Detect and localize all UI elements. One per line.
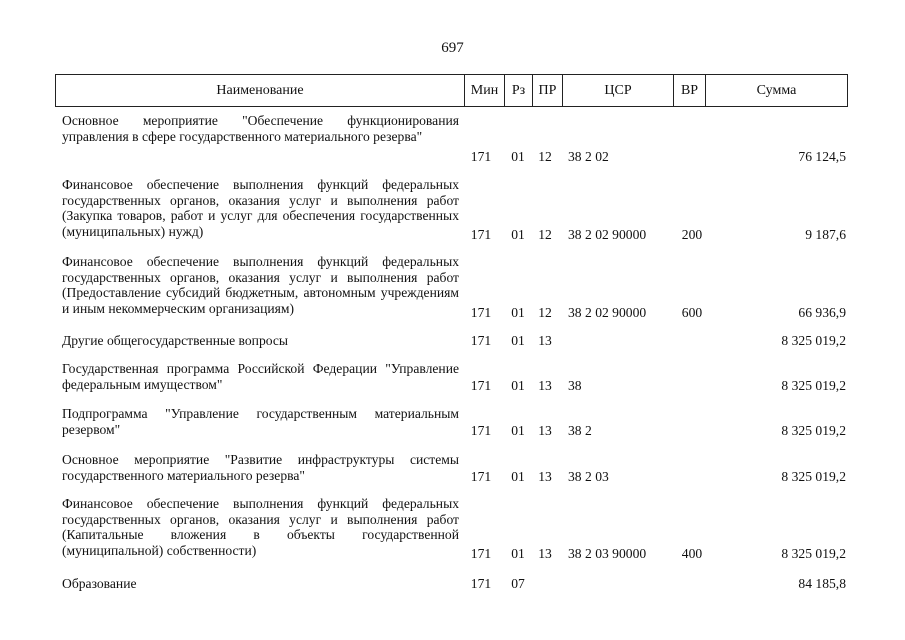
- table-header: [55, 74, 848, 107]
- row-vr: 200: [681, 227, 703, 242]
- row-name: Основное мероприятие "Развитие инфраструктуры системы государственного материального резерва": [62, 452, 459, 483]
- header-rz: Рз: [504, 75, 532, 106]
- row-csr: 38 2 03 90000: [568, 546, 647, 561]
- row-min: 171: [470, 423, 492, 438]
- row-name: Финансовое обеспечение выполнения функций федеральных государственных органов, оказания услуг и выполнения работ (Капитальные вложения в объекты государственной (муниципальной) собственности): [62, 496, 459, 558]
- row-rz: 01: [511, 227, 525, 242]
- row-csr: 38 2 03: [568, 469, 609, 484]
- row-name: Образование: [62, 576, 137, 591]
- row-min: 171: [470, 305, 492, 320]
- row-min: 171: [470, 576, 492, 591]
- row-pr: 13: [538, 546, 552, 561]
- row-sum: 8 325 019,2: [781, 546, 846, 561]
- row-csr: 38 2: [568, 423, 592, 438]
- row-sum: 8 325 019,2: [781, 423, 846, 438]
- row-vr: 600: [681, 305, 703, 320]
- row-pr: 13: [538, 423, 552, 438]
- row-rz: 01: [511, 305, 525, 320]
- row-pr: 12: [538, 149, 552, 164]
- row-rz: 07: [511, 576, 525, 591]
- row-sum: 8 325 019,2: [781, 469, 846, 484]
- row-rz: 01: [511, 378, 525, 393]
- row-name: Финансовое обеспечение выполнения функций федеральных государственных органов, оказания услуг и выполнения работ (Закупка товаров, работ и услуг для обеспечения государственных (муниципальных) нужд): [62, 177, 459, 239]
- row-min: 171: [470, 227, 492, 242]
- row-min: 171: [470, 333, 492, 348]
- header-sum: Сумма: [705, 75, 847, 106]
- header-csr: ЦСР: [562, 75, 673, 106]
- row-sum: 9 187,6: [805, 227, 846, 242]
- row-name: Финансовое обеспечение выполнения функций федеральных государственных органов, оказания услуг и выполнения работ (Предоставление субсидий бюджетным, автономным учреждениям и иным некоммерческим организациям): [62, 254, 459, 316]
- row-min: 171: [470, 546, 492, 561]
- row-csr: 38: [568, 378, 582, 393]
- row-csr: 38 2 02: [568, 149, 609, 164]
- header-vr: ВР: [673, 75, 705, 106]
- row-sum: 84 185,8: [798, 576, 846, 591]
- row-pr: 12: [538, 305, 552, 320]
- header-min: Мин: [464, 75, 504, 106]
- row-min: 171: [470, 469, 492, 484]
- row-pr: 13: [538, 333, 552, 348]
- row-rz: 01: [511, 149, 525, 164]
- row-csr: 38 2 02 90000: [568, 227, 647, 242]
- row-name: Основное мероприятие "Обеспечение функционирования управления в сфере государственного материального резерва": [62, 113, 459, 144]
- page-number: 697: [441, 40, 464, 56]
- row-name: Государственная программа Российской Федерации "Управление федеральным имуществом": [62, 361, 459, 392]
- row-name: Другие общегосударственные вопросы: [62, 333, 289, 348]
- row-pr: 13: [538, 469, 552, 484]
- row-min: 171: [470, 149, 492, 164]
- row-rz: 01: [511, 469, 525, 484]
- row-min: 171: [470, 378, 492, 393]
- row-sum: 66 936,9: [798, 305, 846, 320]
- row-rz: 01: [511, 423, 525, 438]
- row-name: Подпрограмма "Управление государственным материальным резервом": [62, 406, 459, 437]
- row-pr: 13: [538, 378, 552, 393]
- row-sum: 76 124,5: [798, 149, 846, 164]
- row-sum: 8 325 019,2: [781, 378, 846, 393]
- row-sum: 8 325 019,2: [781, 333, 846, 348]
- row-pr: 12: [538, 227, 552, 242]
- header-name: Наименование: [216, 83, 304, 98]
- row-vr: 400: [681, 546, 703, 561]
- row-rz: 01: [511, 546, 525, 561]
- row-csr: 38 2 02 90000: [568, 305, 647, 320]
- row-rz: 01: [511, 333, 525, 348]
- header-pr: ПР: [532, 75, 562, 106]
